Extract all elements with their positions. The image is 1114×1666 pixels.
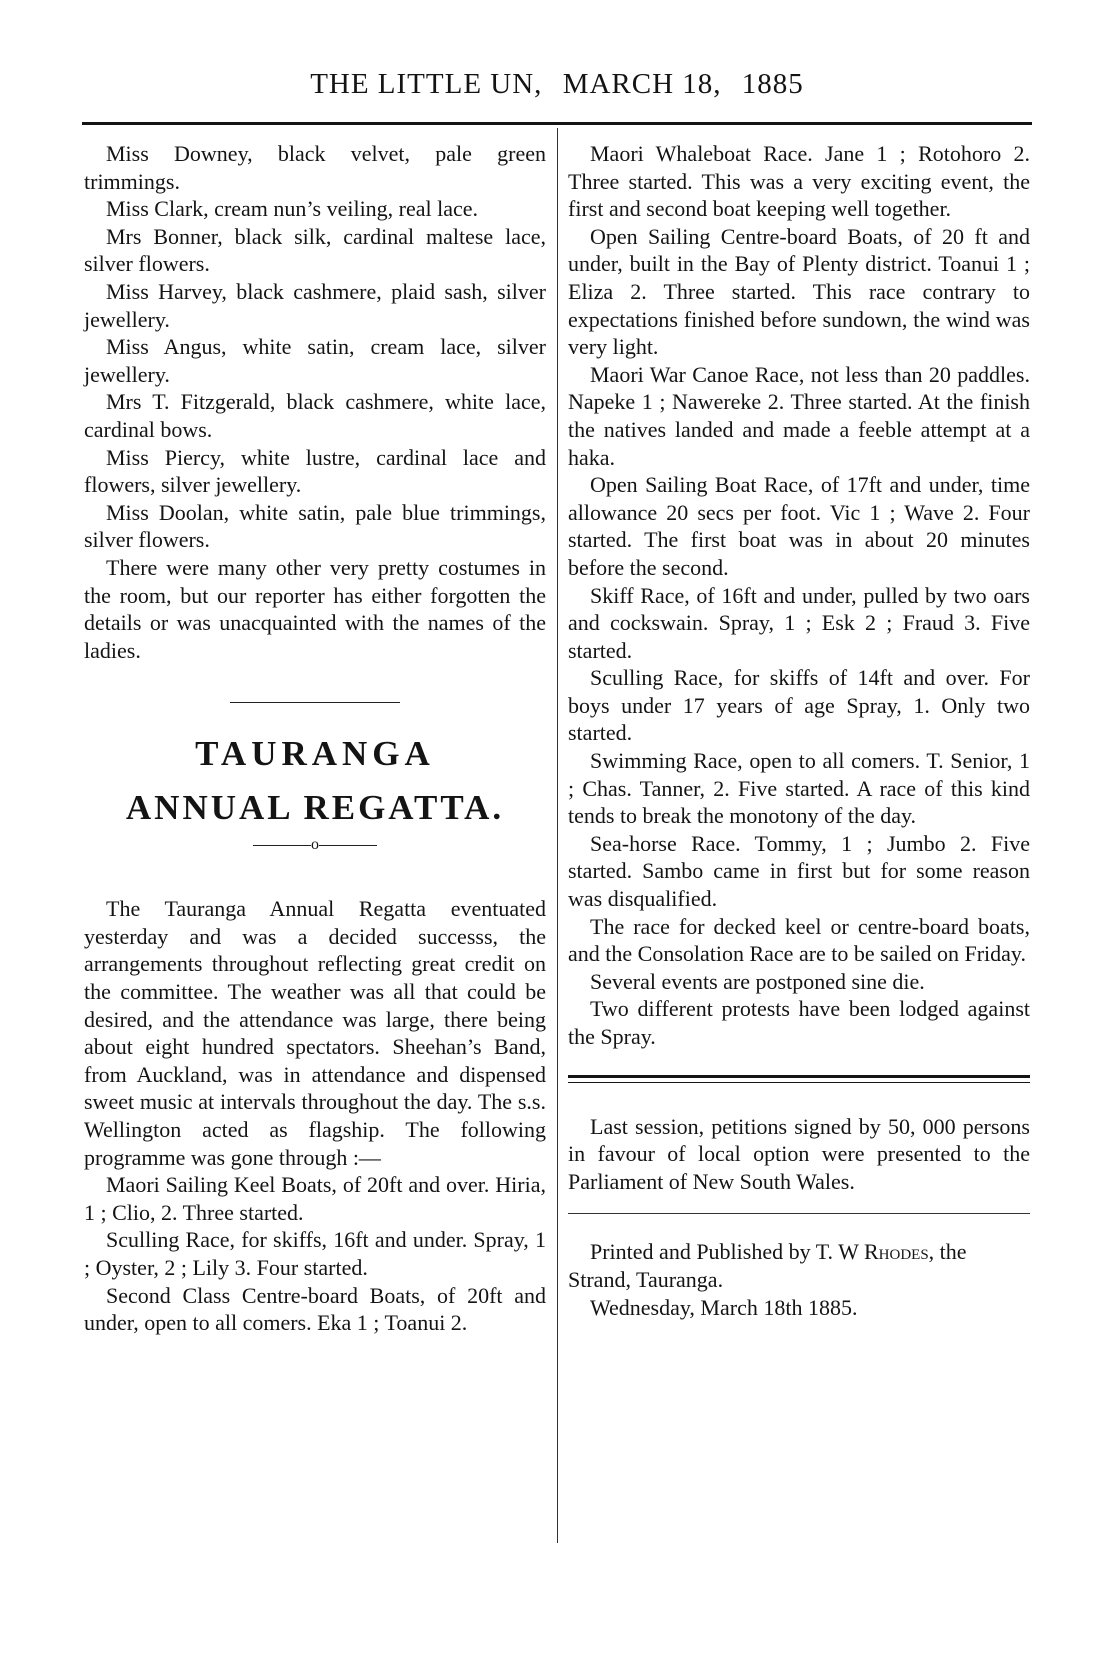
ornament-symbol: o [311, 836, 319, 854]
parliament-notice: Last session, petitions signed by 50, 000 persons in favour of local option were presented to the Parliament of New South Wales. [568, 1113, 1030, 1194]
race-result: Sculling Race, for skiffs, 16ft and under. Spray, 1 ; Oyster, 2 ; Lily 3. Four started. [84, 1227, 546, 1280]
article-heading-line2: ANNUAL REGATTA. [125, 788, 505, 828]
issue-year: 1885 [741, 68, 804, 100]
race-result: Sculling Race, for skiffs of 14ft and over. For boys under 17 years of age Spray, 1. Only two started. [568, 665, 1030, 746]
imprint-printed-by: Printed and Published by T. W [590, 1239, 859, 1265]
costume-entry: Miss Clark, cream nun’s veiling, real lace. [106, 196, 479, 222]
race-result: Skiff Race, of 16ft and under, pulled by two oars and cockswain. Spray, 1 ; Esk 2 ; Fraud 3. Five started. [568, 582, 1030, 663]
newspaper-title: THE LITTLE UN, [310, 68, 543, 100]
race-result: Second Class Centre-board Boats, of 20ft and under, open to all comers. Eka 1 ; Toanui 2. [84, 1282, 546, 1336]
costume-entry: Miss Piercy, white lustre, cardinal lace and flowers, silver jewellery. [84, 444, 546, 498]
article-heading-line1: TAURANGA [195, 734, 435, 774]
regatta-intro-paragraph: The Tauranga Annual Regatta eventuated yesterday and was a decided successs, the arrangements throughout reflecting great credit on the committee. The weather was all that could be desired, and the attendance was large, there being about eight hundred spectators. Sheehan’s Band, from Auckland, was in attendance and dispensed sweet music at intervals throughout the day. The s.s. Wellington acted as flagship. The following programme was gone through :— [84, 896, 546, 1170]
costume-entry: Mrs T. Fitzgerald, black cashmere, white lace, cardinal bows. [84, 389, 546, 442]
costume-entry: Miss Harvey, black cashmere, plaid sash, silver jewellery. [84, 278, 546, 332]
race-result: Swimming Race, open to all comers. T. Senior, 1 ; Chas. Tanner, 2. Five started. A race of this kind tends to break the monotony of the day. [568, 748, 1030, 829]
masthead-rule [82, 122, 1032, 125]
imprint-line [568, 1238, 1030, 1293]
section-rule [230, 702, 400, 703]
ornament-dash-right [319, 845, 377, 846]
race-result: Open Sailing Centre-board Boats, of 20 ft and under, built in the Bay of Plenty district. Toanui 1 ; Eliza 2. Three started. This race contrary to expectations finished before sundown, the wind was very light. [568, 223, 1030, 360]
race-note: Several events are postponed sine die. [590, 968, 925, 994]
heading-ornament [84, 835, 546, 855]
issue-date: MARCH 18, [562, 68, 722, 100]
race-result: Maori War Canoe Race, not less than 20 paddles. Napeke 1 ; Nawereke 2. Three started. At the finish the natives landed and made a feeble attempt at a haka. [568, 361, 1030, 470]
imprint-rule [568, 1213, 1030, 1214]
race-result: Maori Sailing Keel Boats, of 20ft and over. Hiria, 1 ; Clio, 2. Three started. [84, 1172, 546, 1225]
costume-entry: Miss Doolan, white satin, pale blue trimmings, silver flowers. [84, 499, 546, 553]
race-result: Sea-horse Race. Tommy, 1 ; Jumbo 2. Five started. Sambo came in first but for some reason was disqualified. [568, 830, 1030, 912]
race-result: Maori Whaleboat Race. Jane 1 ; Rotohoro 2. Three started. This was a very exciting event, the first and second boat keeping well together. [568, 141, 1030, 222]
race-result: Open Sailing Boat Race, of 17ft and under, time allowance 20 secs per foot. Vic 1 ; Wave 2. Four started. The first boat was in about 20 minutes before the second. [568, 472, 1030, 580]
column-divider [557, 128, 558, 1543]
right-column [568, 140, 1030, 1321]
race-note: Two different protests have been lodged against the Spray. [568, 996, 1030, 1049]
costume-closing-paragraph: There were many other very pretty costumes in the room, but our reporter has either forgotten the details or was unacquainted with the names of the ladies. [84, 554, 546, 663]
article-end-rule [568, 1075, 1030, 1083]
costume-entry: Miss Downey, black velvet, pale green trimmings. [84, 141, 546, 194]
race-note: The race for decked keel or centre-board boats, and the Consolation Race are to be sailed on Friday. [568, 913, 1030, 967]
imprint-address: , the Strand, Tauranga. [568, 1239, 967, 1292]
masthead [0, 68, 1114, 101]
left-column [84, 140, 546, 1337]
printer-imprint [568, 1238, 1030, 1321]
imprint-date: Wednesday, March 18th 1885. [590, 1294, 858, 1320]
imprint-publisher-name: Rhodes [863, 1239, 929, 1265]
costume-entry: Mrs Bonner, black silk, cardinal maltese lace, silver flowers. [84, 223, 546, 277]
ornament-dash-left [253, 845, 311, 846]
costume-entry: Miss Angus, white satin, cream lace, silver jewellery. [84, 334, 546, 387]
